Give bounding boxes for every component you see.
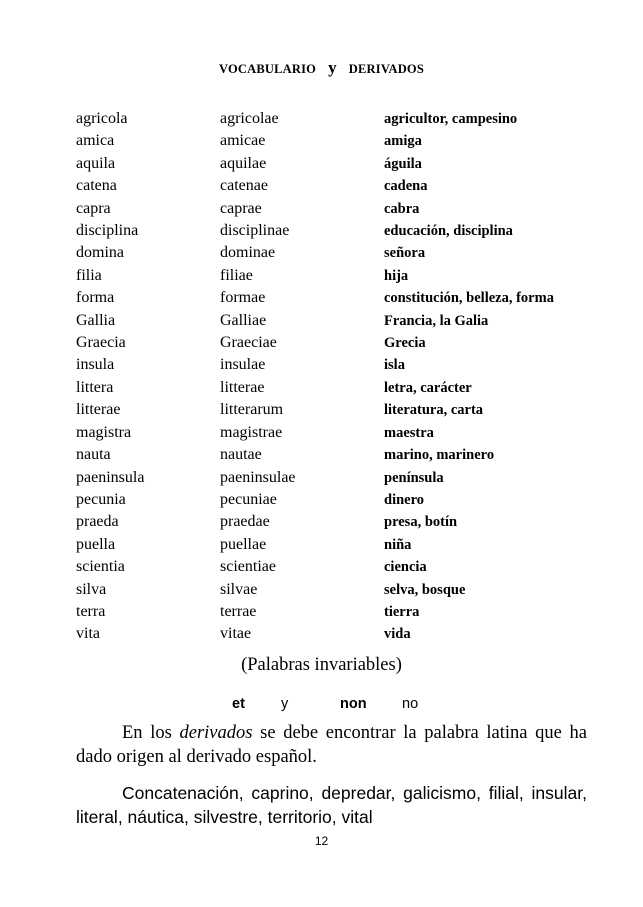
page-title-left: VOCABULARIO bbox=[218, 62, 317, 76]
latin-genitive: scientiae bbox=[220, 558, 276, 576]
latin-nominative: disciplina bbox=[76, 222, 139, 240]
latin-genitive: Galliae bbox=[220, 311, 267, 329]
spanish-meaning: hija bbox=[384, 267, 409, 284]
instructions-text-after: se debe encontrar la palabra latina que ha dado origen al derivado español. bbox=[76, 723, 588, 767]
spanish-meaning: cadena bbox=[384, 178, 428, 195]
latin-nominative: aquila bbox=[76, 154, 116, 172]
invariable-latin-et: et bbox=[232, 696, 245, 712]
vocabulary-row bbox=[76, 579, 596, 601]
latin-nominative: capra bbox=[76, 199, 111, 217]
derivatives-list: Concatenación, caprino, depredar, galicismo, filial, insular, literal, náutica, silvestre, territorio, vital bbox=[76, 783, 587, 827]
latin-nominative: littera bbox=[76, 378, 114, 396]
latin-nominative: nauta bbox=[76, 446, 111, 464]
latin-genitive: terrae bbox=[220, 602, 257, 620]
latin-nominative: magistra bbox=[76, 423, 132, 441]
latin-nominative: scientia bbox=[76, 558, 125, 576]
latin-nominative: catena bbox=[76, 177, 117, 195]
page-title-right: DERIVADOS bbox=[348, 62, 424, 76]
vocabulary-table-body bbox=[76, 108, 596, 646]
spanish-meaning: Francia, la Galia bbox=[384, 312, 489, 329]
spanish-meaning: presa, botín bbox=[384, 514, 458, 531]
vocabulary-row bbox=[76, 534, 596, 556]
vocabulary-row bbox=[76, 175, 596, 197]
latin-nominative: Graecia bbox=[76, 334, 126, 352]
latin-nominative: insula bbox=[76, 356, 115, 374]
latin-nominative: puella bbox=[76, 535, 116, 553]
vocabulary-row bbox=[76, 444, 596, 466]
latin-genitive: disciplinae bbox=[220, 222, 290, 240]
spanish-meaning: águila bbox=[384, 155, 422, 172]
latin-genitive: litterarum bbox=[220, 401, 284, 419]
vocabulary-row bbox=[76, 511, 596, 533]
vocabulary-row bbox=[76, 467, 596, 489]
spanish-meaning: tierra bbox=[384, 603, 420, 620]
page-title-conjunction: y bbox=[328, 58, 337, 77]
vocabulary-table bbox=[76, 108, 596, 646]
latin-genitive: formae bbox=[220, 289, 266, 307]
latin-genitive: insulae bbox=[220, 356, 266, 374]
latin-nominative: forma bbox=[76, 289, 115, 307]
latin-genitive: paeninsulae bbox=[220, 468, 296, 486]
spanish-meaning: niña bbox=[384, 536, 412, 553]
latin-genitive: litterae bbox=[220, 378, 265, 396]
latin-nominative: filia bbox=[76, 266, 102, 284]
latin-nominative: litterae bbox=[76, 401, 121, 419]
vocabulary-row bbox=[76, 153, 596, 175]
vocabulary-row bbox=[76, 489, 596, 511]
spanish-meaning: maestra bbox=[384, 424, 434, 441]
vocabulary-row bbox=[76, 310, 596, 332]
spanish-meaning: literatura, carta bbox=[384, 402, 484, 419]
latin-nominative: silva bbox=[76, 580, 107, 598]
latin-genitive: pecuniae bbox=[220, 490, 277, 508]
latin-genitive: catenae bbox=[220, 177, 268, 195]
vocabulary-row bbox=[76, 242, 596, 264]
instructions-paragraph bbox=[76, 721, 587, 769]
latin-nominative: pecunia bbox=[76, 490, 126, 508]
page-title bbox=[0, 58, 643, 78]
invariable-spanish-no: no bbox=[402, 696, 419, 712]
spanish-meaning: marino, marinero bbox=[384, 447, 495, 464]
latin-nominative: Gallia bbox=[76, 311, 116, 329]
vocabulary-row bbox=[76, 623, 596, 645]
spanish-meaning: selva, bosque bbox=[384, 581, 466, 598]
vocabulary-row bbox=[76, 399, 596, 421]
latin-genitive: praedae bbox=[220, 513, 270, 531]
vocabulary-row bbox=[76, 377, 596, 399]
latin-genitive: caprae bbox=[220, 199, 262, 217]
latin-genitive: nautae bbox=[220, 446, 262, 464]
spanish-meaning: Grecia bbox=[384, 335, 426, 352]
latin-nominative: domina bbox=[76, 244, 124, 262]
spanish-meaning: educación, disciplina bbox=[384, 223, 513, 240]
latin-nominative: paeninsula bbox=[76, 468, 145, 486]
latin-genitive: vitae bbox=[220, 625, 252, 643]
vocabulary-row bbox=[76, 556, 596, 578]
spanish-meaning: constitución, belleza, forma bbox=[384, 290, 554, 307]
latin-nominative: terra bbox=[76, 602, 106, 620]
page-number: 12 bbox=[314, 834, 329, 848]
vocabulary-row bbox=[76, 108, 596, 130]
latin-nominative: amica bbox=[76, 132, 115, 150]
spanish-meaning: amiga bbox=[384, 133, 422, 150]
invariable-spanish-y: y bbox=[281, 696, 289, 712]
instructions-text-before: En los bbox=[122, 723, 180, 743]
invariable-words-heading: (Palabras invariables) bbox=[241, 655, 402, 675]
latin-genitive: magistrae bbox=[220, 423, 283, 441]
latin-genitive: Graeciae bbox=[220, 334, 277, 352]
latin-genitive: amicae bbox=[220, 132, 266, 150]
latin-genitive: dominae bbox=[220, 244, 276, 262]
vocabulary-row bbox=[76, 601, 596, 623]
spanish-meaning: península bbox=[384, 469, 444, 486]
latin-nominative: agricola bbox=[76, 110, 128, 127]
latin-genitive: filiae bbox=[220, 266, 253, 284]
vocabulary-row bbox=[76, 220, 596, 242]
spanish-meaning: señora bbox=[384, 245, 426, 262]
vocabulary-row bbox=[76, 130, 596, 152]
instructions-emphasis: derivados bbox=[179, 723, 253, 743]
latin-nominative: praeda bbox=[76, 513, 119, 531]
spanish-meaning: ciencia bbox=[384, 559, 427, 576]
latin-nominative: vita bbox=[76, 625, 100, 643]
spanish-meaning: cabra bbox=[384, 200, 420, 217]
latin-genitive: agricolae bbox=[220, 110, 279, 127]
vocabulary-row bbox=[76, 332, 596, 354]
spanish-meaning: isla bbox=[384, 357, 405, 374]
invariable-latin-non: non bbox=[340, 696, 367, 712]
spanish-meaning: vida bbox=[384, 626, 411, 643]
vocabulary-row bbox=[76, 354, 596, 376]
spanish-meaning: letra, carácter bbox=[384, 379, 472, 396]
latin-genitive: puellae bbox=[220, 535, 267, 553]
latin-genitive: aquilae bbox=[220, 154, 267, 172]
latin-genitive: silvae bbox=[220, 580, 258, 598]
vocabulary-row bbox=[76, 287, 596, 309]
vocabulary-row bbox=[76, 265, 596, 287]
vocabulary-row bbox=[76, 422, 596, 444]
spanish-meaning: dinero bbox=[384, 491, 425, 508]
spanish-meaning: agricultor, campesino bbox=[384, 111, 518, 127]
vocabulary-row bbox=[76, 198, 596, 220]
